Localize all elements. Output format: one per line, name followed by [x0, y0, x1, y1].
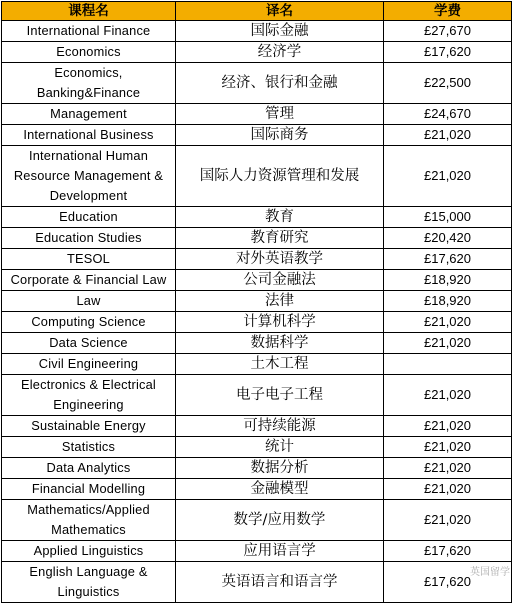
course-cell: Corporate & Financial Law	[2, 270, 176, 291]
table-row	[2, 125, 512, 146]
table-row	[2, 42, 512, 63]
course-cell: Economics, Banking&Finance	[2, 63, 176, 104]
tuition-table	[1, 1, 512, 603]
table-row	[2, 500, 512, 541]
table-body	[2, 21, 512, 603]
course-cell: Education Studies	[2, 228, 176, 249]
table-row	[2, 437, 512, 458]
course-cell: Sustainable Energy	[2, 416, 176, 437]
fee-cell: £17,620	[384, 249, 512, 270]
fee-cell: £18,920	[384, 291, 512, 312]
translation-cell: 可持续能源	[176, 416, 384, 437]
course-cell: Data Science	[2, 333, 176, 354]
table-row	[2, 541, 512, 562]
fee-cell: £21,020	[384, 312, 512, 333]
translation-cell: 教育	[176, 207, 384, 228]
table-row	[2, 104, 512, 125]
fee-cell: £15,000	[384, 207, 512, 228]
header-fee: 学费	[384, 2, 512, 21]
fee-cell: £21,020	[384, 146, 512, 207]
fee-cell: £21,020	[384, 375, 512, 416]
table-row	[2, 312, 512, 333]
translation-cell: 金融模型	[176, 479, 384, 500]
course-cell: International Finance	[2, 21, 176, 42]
translation-cell: 法律	[176, 291, 384, 312]
fee-cell: £22,500	[384, 63, 512, 104]
translation-cell: 经济、银行和金融	[176, 63, 384, 104]
fee-cell: £21,020	[384, 416, 512, 437]
course-cell: Management	[2, 104, 176, 125]
header-row	[2, 2, 512, 21]
course-cell: Computing Science	[2, 312, 176, 333]
table-row	[2, 458, 512, 479]
course-cell: Economics	[2, 42, 176, 63]
table-row	[2, 562, 512, 603]
fee-cell: £24,670	[384, 104, 512, 125]
table-row	[2, 207, 512, 228]
translation-cell: 经济学	[176, 42, 384, 63]
table-row	[2, 228, 512, 249]
translation-cell: 管理	[176, 104, 384, 125]
table-row	[2, 249, 512, 270]
translation-cell: 英语语言和语言学	[176, 562, 384, 603]
translation-cell: 教育研究	[176, 228, 384, 249]
fee-cell: £17,620	[384, 541, 512, 562]
fee-cell: £21,020	[384, 479, 512, 500]
header-translation: 译名	[176, 2, 384, 21]
translation-cell: 国际人力资源管理和发展	[176, 146, 384, 207]
fee-cell: £17,620	[384, 562, 512, 603]
table-row	[2, 21, 512, 42]
course-cell: Financial Modelling	[2, 479, 176, 500]
course-cell: International Business	[2, 125, 176, 146]
translation-cell: 统计	[176, 437, 384, 458]
fee-cell: £27,670	[384, 21, 512, 42]
translation-cell: 数学/应用数学	[176, 500, 384, 541]
table-row	[2, 270, 512, 291]
fee-cell: £21,020	[384, 333, 512, 354]
table-row	[2, 479, 512, 500]
course-cell: Data Analytics	[2, 458, 176, 479]
table-row	[2, 63, 512, 104]
translation-cell: 国际金融	[176, 21, 384, 42]
table-row	[2, 416, 512, 437]
translation-cell: 数据分析	[176, 458, 384, 479]
fee-cell: £21,020	[384, 437, 512, 458]
table-row	[2, 375, 512, 416]
fee-cell: £21,020	[384, 125, 512, 146]
fee-cell: £21,020	[384, 458, 512, 479]
fee-cell	[384, 354, 512, 375]
course-cell: Civil Engineering	[2, 354, 176, 375]
translation-cell: 应用语言学	[176, 541, 384, 562]
course-cell: Applied Linguistics	[2, 541, 176, 562]
course-cell: International Human Resource Management & Development	[2, 146, 176, 207]
fee-cell: £18,920	[384, 270, 512, 291]
fee-cell: £17,620	[384, 42, 512, 63]
translation-cell: 国际商务	[176, 125, 384, 146]
fee-cell: £21,020	[384, 500, 512, 541]
translation-cell: 对外英语教学	[176, 249, 384, 270]
translation-cell: 公司金融法	[176, 270, 384, 291]
course-cell: English Language & Linguistics	[2, 562, 176, 603]
translation-cell: 计算机科学	[176, 312, 384, 333]
fee-cell: £20,420	[384, 228, 512, 249]
course-cell: Mathematics/Applied Mathematics	[2, 500, 176, 541]
header-course: 课程名	[2, 2, 176, 21]
course-cell: Electronics & Electrical Engineering	[2, 375, 176, 416]
table-row	[2, 291, 512, 312]
course-cell: Law	[2, 291, 176, 312]
course-cell: Education	[2, 207, 176, 228]
translation-cell: 数据科学	[176, 333, 384, 354]
translation-cell: 电子电子工程	[176, 375, 384, 416]
course-cell: Statistics	[2, 437, 176, 458]
translation-cell: 土木工程	[176, 354, 384, 375]
table-row	[2, 146, 512, 207]
course-cell: TESOL	[2, 249, 176, 270]
table-row	[2, 354, 512, 375]
watermark: 英国留学	[470, 567, 510, 578]
table-row	[2, 333, 512, 354]
